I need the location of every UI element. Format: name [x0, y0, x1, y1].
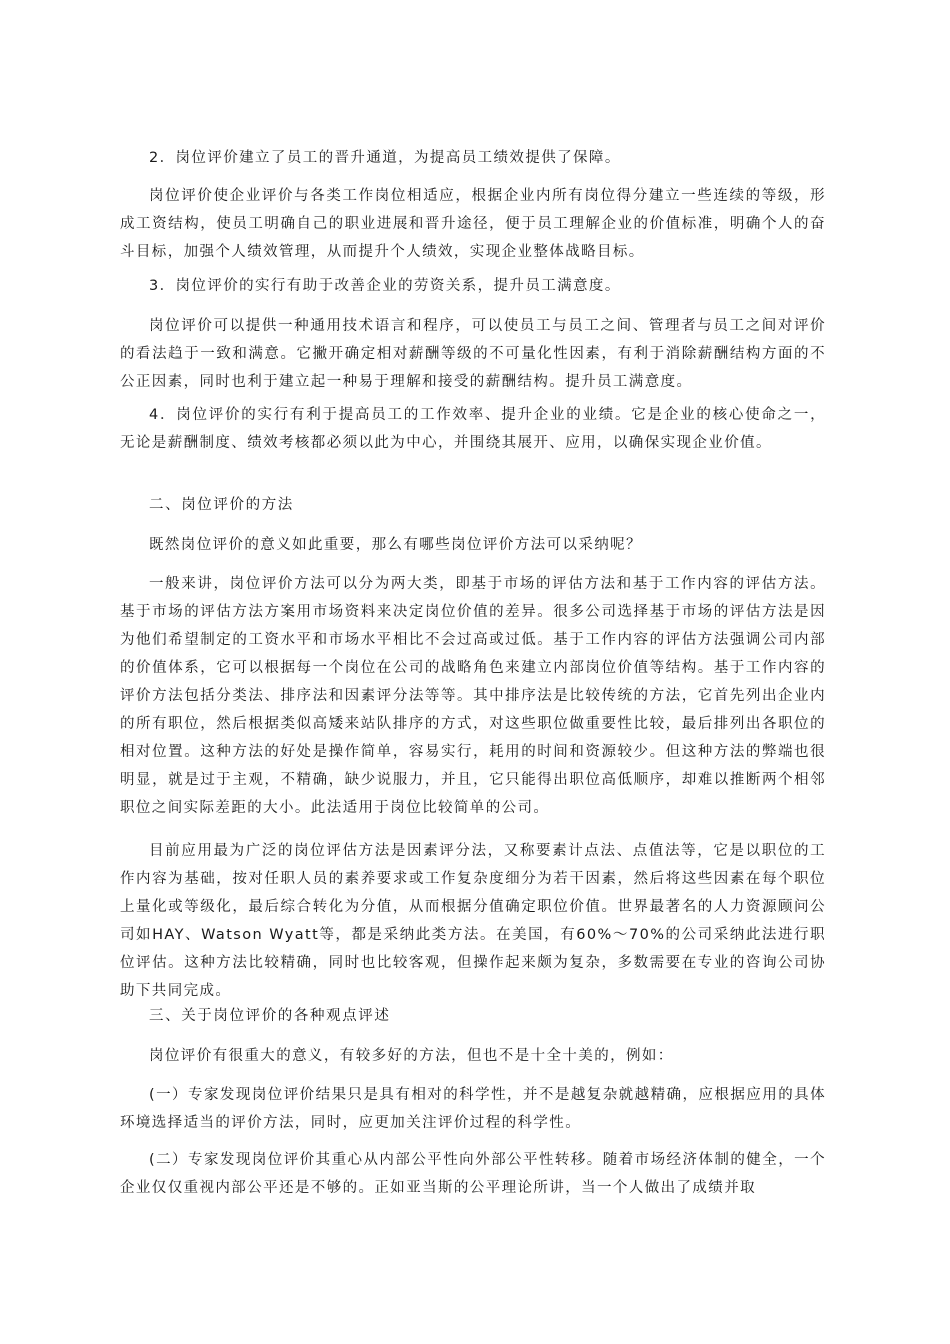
section-point-3: 3．岗位评价的实行有助于改善企业的劳资关系，提升员工满意度。	[149, 278, 621, 294]
section-point-4: 4．岗位评价的实行有利于提高员工的工作效率、提升企业的业绩。它是企业的核心使命之一，无论是薪酬制度、绩效考核都必须以此为中心，并围绕其展开、应用，以确保实现企业价值。	[120, 407, 826, 451]
list-item-2: (二）专家发现岗位评价其重心从内部公平性向外部公平性转移。随着市场经济体制的健全，一个企业仅仅重视内部公平还是不够的。正如亚当斯的公平理论所讲，当一个人做出了成绩并取	[120, 1152, 826, 1196]
body-paragraph: 一般来讲，岗位评价方法可以分为两大类，即基于市场的评估方法和基于工作内容的评估方法。基于市场的评估方法方案用市场资料来决定岗位价值的差异。很多公司选择基于市场的评估方法是因为他们希望制定的工资水平和市场水平相比不会过高或过低。基于工作内容的评估方法强调公司内部的价值体系，它可以根据每一个岗位在公司的战略角色来建立内部岗位价值等结构。基于工作内容的评价方法包括分类法、排序法和因素评分法等等。其中排序法是比较传统的方法，它首先列出企业内的所有职位，然后根据类似高矮来站队排序的方式，对这些职位做重要性比较，最后排列出各职位的相对位置。这种方法的好处是操作简单，容易实行，耗用的时间和资源较少。但这种方法的弊端也很明显，就是过于主观，不精确，缺少说服力，并且，它只能得出职位高低顺序，却难以推断两个相邻职位之间实际差距的大小。此法适用于岗位比较简单的公司。	[120, 576, 826, 816]
body-paragraph: 目前应用最为广泛的岗位评估方法是因素评分法，又称要素计点法、点值法等，它是以职位的工作内容为基础，按对任职人员的素养要求或工作复杂度细分为若干因素，然后将这些因素在每个职位上量化或等级化，最后综合转化为分值，从而根据分值确定职位价值。世界最著名的人力资源顾问公司如HAY、Watson Wyatt等，都是采纳此类方法。在美国，有60%～70%的公司采纳此法进行职位评估。这种方法比较精确，同时也比较客观，但操作起来颇为复杂，多数需要在专业的咨询公司协助下共同完成。	[120, 843, 826, 999]
body-paragraph: 既然岗位评价的意义如此重要，那么有哪些岗位评价方法可以采纳呢？	[149, 537, 642, 553]
section-point-2: 2．岗位评价建立了员工的晋升通道，为提高员工绩效提供了保障。	[149, 150, 621, 166]
body-paragraph: 岗位评价可以提供一种通用技术语言和程序，可以使员工与员工之间、管理者与员工之间对评价的看法趋于一致和满意。它撇开确定相对薪酬等级的不可量化性因素，有利于消除薪酬结构方面的不公正因素，同时也利于建立起一种易于理解和接受的薪酬结构。提升员工满意度。	[120, 318, 826, 390]
body-paragraph: 岗位评价有很重大的意义，有较多好的方法，但也不是十全十美的，例如：	[149, 1048, 674, 1064]
body-paragraph: 岗位评价使企业评价与各类工作岗位相适应，根据企业内所有岗位得分建立一些连续的等级，形成工资结构，使员工明确自己的职业进展和晋升途径，便于员工理解企业的价值标准，明确个人的奋斗目标，加强个人绩效管理，从而提升个人绩效，实现企业整体战略目标。	[120, 188, 826, 260]
list-item-1: (一）专家发现岗位评价结果只是具有相对的科学性，并不是越复杂就越精确，应根据应用的具体环境选择适当的评价方法，同时，应更加关注评价过程的科学性。	[120, 1087, 826, 1131]
section-heading-3: 三、关于岗位评价的各种观点评述	[149, 1008, 391, 1024]
section-heading-2: 二、岗位评价的方法	[149, 497, 294, 513]
